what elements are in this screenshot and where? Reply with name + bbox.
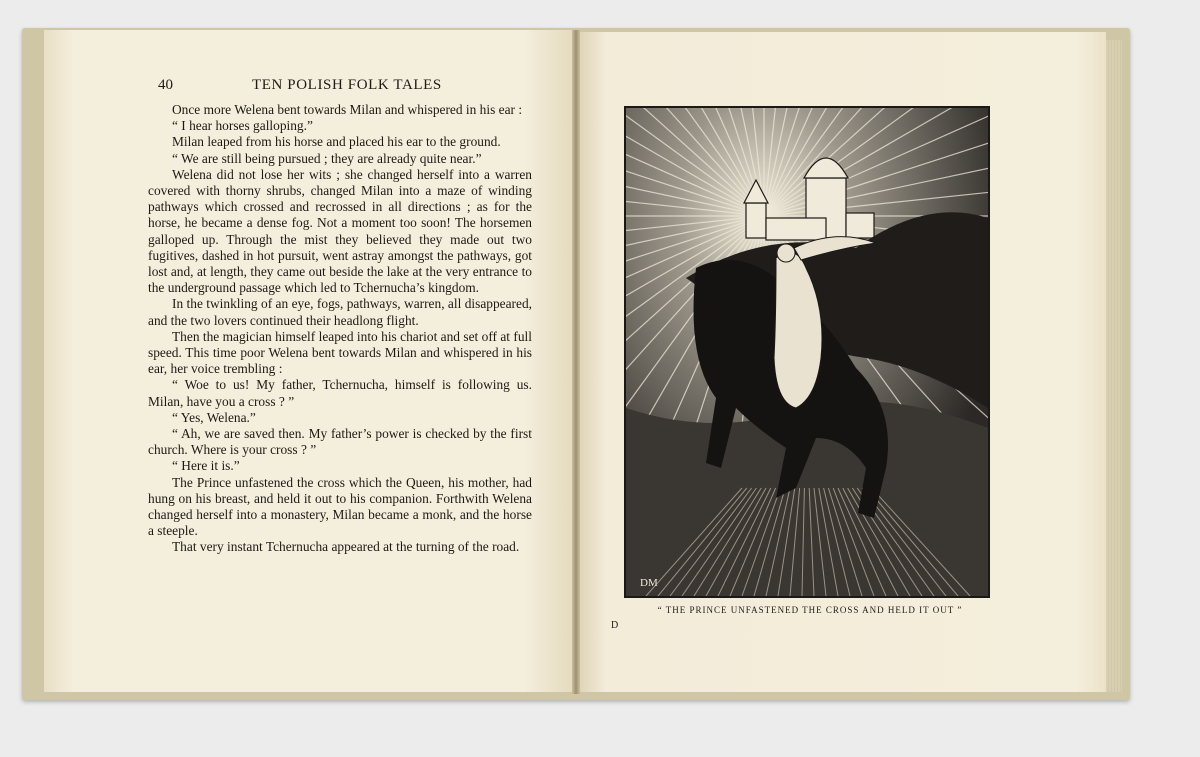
paragraph: The Prince unfastened the cross which the Queen, his mother, had hung on his breast, and held it out to his companion. Forthwith Welena changed herself into a monastery, Milan became a monk, and the horse a steeple. — [148, 474, 532, 539]
paragraph: Welena did not lose her wits ; she changed herself into a warren covered with thorny shrubs, changed Milan into a maze of winding pathways which crossed and recrossed in all directions ; as for the horse, he became a dense fog. Not a moment too soon! The horsemen galloped up. Through the mist they believed they made out two fugitives, dashed in hot pursuit, went astray amongst the pathways, got lost and, at length, they came out beside the lake at the very entrance to the underground passage which led to Tchernucha’s kingdom. — [148, 166, 532, 296]
illustration-caption: “ THE PRINCE UNFASTENED THE CROSS AND HELD IT OUT ” — [657, 605, 963, 615]
paragraph: Then the magician himself leaped into his chariot and set off at full speed. This time poor Welena bent towards Milan and whispered in his ear, her voice trembling : — [148, 328, 532, 377]
page-number: 40 — [158, 77, 173, 93]
paragraph: “ Ah, we are saved then. My father’s power is checked by the first church. Where is your cross ? ” — [148, 426, 532, 458]
paragraph: “ Here it is.” — [172, 458, 240, 474]
paragraph: “ Woe to us! My father, Tchernucha, himself is following us. Milan, have you a cross ? ” — [148, 377, 532, 409]
paragraph: “ Yes, Welena.” — [172, 409, 256, 425]
woodcut-illustration — [624, 106, 990, 598]
book-spine — [572, 30, 580, 694]
illustration-initials: DM — [640, 577, 658, 589]
paragraph: Once more Welena bent towards Milan and whispered in his ear : — [172, 102, 523, 117]
paragraph: “ We are still being pursued ; they are already quite near.” — [172, 150, 482, 166]
running-head: TEN POLISH FOLK TALES — [252, 77, 442, 93]
paragraph: In the twinkling of an eye, fogs, pathways, warren, all disappeared, and the two lovers continued their headlong flight. — [148, 296, 532, 328]
paragraph: That very instant Tchernucha appeared at the turning of the road. — [172, 539, 520, 555]
illustration-art — [626, 108, 988, 596]
signature-mark: D — [611, 620, 619, 631]
body-text — [148, 102, 532, 556]
paragraph: Milan leaped from his horse and placed his ear to the ground. — [172, 134, 501, 150]
paragraph: “ I hear horses galloping.” — [172, 118, 313, 134]
